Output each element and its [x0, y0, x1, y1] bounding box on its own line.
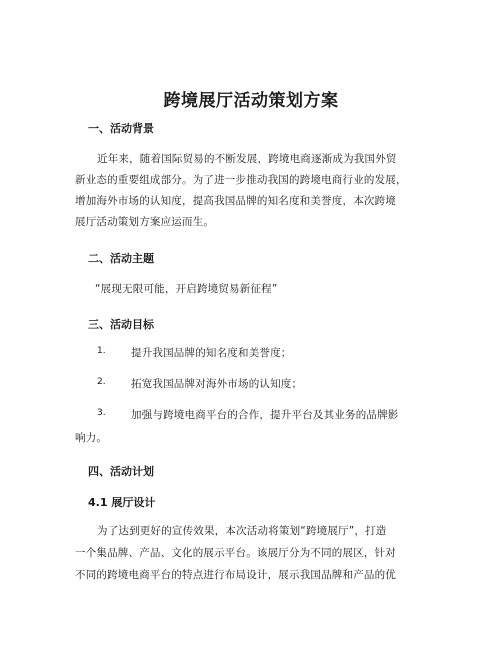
paragraph-line: 不同的跨境电商平台的特点进行布局设计，展示我国品牌和产品的优 [75, 569, 396, 581]
document-title: 跨境展厅活动策划方案 [163, 91, 339, 111]
list-item-text: 提升我国品牌的知名度和美誉度； [131, 347, 292, 359]
section-heading-theme: 二、活动主题 [88, 252, 154, 265]
paragraph-line: 新业态的重要组成部分。为了进一步推动我国的跨境电商行业的发展， [75, 174, 407, 186]
paragraph-line: 近年来，随着国际贸易的不断发展，跨境电商逐渐成为我国外贸 [97, 153, 397, 165]
paragraph-line: 为了达到更好的宣传效果，本次活动将策划“跨境展厅”，打造 [97, 525, 387, 537]
list-item-text: 加强与跨境电商平台的合作，提升平台及其业务的品牌影 [131, 409, 399, 421]
paragraph-line: 增加海外市场的认知度，提高我国品牌的知名度和美誉度，本次跨境 [75, 195, 396, 207]
subsection-heading-hall-design: 4.1 展厅设计 [88, 496, 156, 509]
paragraph-line: 展厅活动策划方案应运而生。 [75, 216, 215, 228]
section-heading-background: 一、活动背景 [88, 122, 154, 135]
section-heading-goals: 三、活动目标 [88, 318, 154, 331]
list-item-number: 2. [97, 377, 106, 387]
theme-text: “展现无限可能，开启跨境贸易新征程” [95, 283, 278, 295]
list-item-number: 1. [97, 346, 106, 356]
section-heading-plan: 四、活动计划 [88, 465, 154, 478]
paragraph-line: 一个集品牌、产品、文化的展示平台。该展厅分为不同的展区，针对 [75, 547, 396, 559]
list-item-text: 拓宽我国品牌对海外市场的认知度； [131, 378, 303, 390]
list-item-number: 3. [97, 408, 106, 418]
list-item-continuation: 响力。 [75, 432, 108, 444]
